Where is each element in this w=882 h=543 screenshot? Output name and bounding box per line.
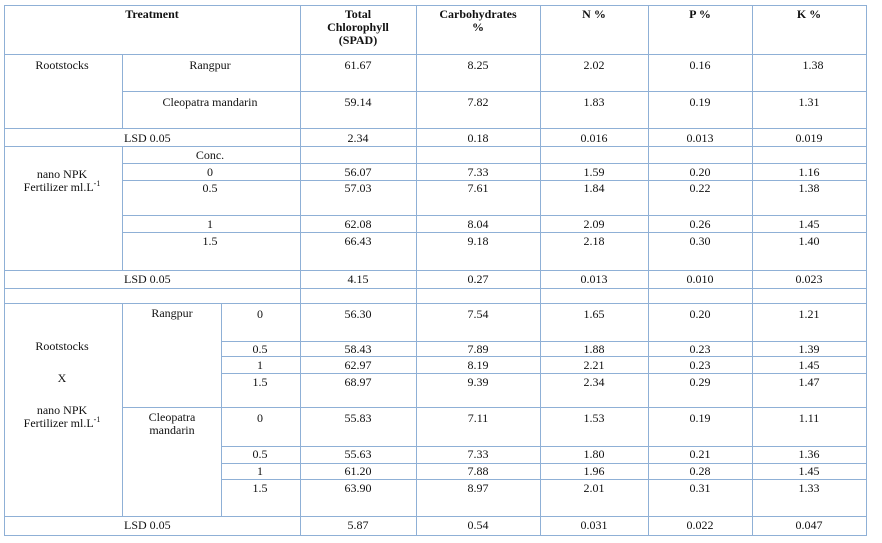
- conc-value: 0.5: [252, 447, 268, 461]
- value-cell: 55.63: [344, 447, 372, 461]
- value-cell: 62.08: [344, 217, 372, 231]
- value-cell: 56.30: [344, 307, 372, 321]
- value-cell: 62.97: [344, 358, 372, 372]
- value-cell: 68.97: [344, 375, 372, 389]
- grid-line: [4, 146, 867, 147]
- value-cell: 0.23: [689, 342, 711, 356]
- lsd-label: LSD 0.05: [124, 518, 171, 532]
- value-cell: 8.04: [467, 217, 489, 231]
- lsd-value: 0.27: [467, 272, 489, 286]
- grid-line: [122, 215, 867, 216]
- lsd-value: 0.022: [686, 518, 714, 532]
- rootstock-rangpur: Rangpur: [151, 306, 193, 320]
- nano-label: nano NPK Fertilizer $ml.L^{-1}$: [23, 167, 101, 194]
- grid-line: [122, 146, 123, 270]
- interaction-nano-label: nano NPK Fertilizer $ml.L^{-1}$: [23, 403, 101, 430]
- value-cell: 7.54: [467, 307, 489, 321]
- conc-value: 1.5: [252, 481, 268, 495]
- grid-line: [122, 91, 867, 92]
- value-cell: 57.03: [344, 181, 372, 195]
- rootstock-name: Cleopatra mandarin: [162, 95, 258, 109]
- grid-line: [4, 303, 867, 304]
- grid-line: [221, 463, 867, 464]
- value-cell: 0.19: [689, 411, 711, 425]
- value-cell: 1.84: [583, 181, 605, 195]
- lsd-value: 2.34: [347, 131, 369, 145]
- value-cell: 8.97: [467, 481, 489, 495]
- grid-line: [221, 356, 867, 357]
- value-cell: 1.33: [798, 481, 820, 495]
- conc-value: 1.5: [202, 234, 218, 248]
- header-carbohydrates: Carbohydrates %: [439, 7, 517, 34]
- value-cell: 0.29: [689, 375, 711, 389]
- grid-line: [122, 180, 867, 181]
- grid-line: [122, 232, 867, 233]
- value-cell: 7.11: [467, 411, 489, 425]
- value-cell: 0.26: [689, 217, 711, 231]
- value-cell: 59.14: [344, 95, 372, 109]
- lsd-label: LSD 0.05: [124, 272, 171, 286]
- grid-line: [752, 5, 753, 535]
- interaction-x: X: [57, 371, 67, 385]
- lsd-value: 0.031: [580, 518, 608, 532]
- rootstock-name: Rangpur: [189, 58, 231, 72]
- grid-line: [122, 407, 867, 408]
- grid-line: [648, 5, 649, 535]
- lsd-label: LSD 0.05: [124, 131, 171, 145]
- value-cell: 9.39: [467, 375, 489, 389]
- value-cell: 7.33: [467, 447, 489, 461]
- value-cell: 1.53: [583, 411, 605, 425]
- value-cell: 0.20: [689, 307, 711, 321]
- value-cell: 0.21: [689, 447, 711, 461]
- value-cell: 56.07: [344, 165, 372, 179]
- grid-line: [122, 163, 867, 164]
- value-cell: 0.30: [689, 234, 711, 248]
- header-p: P %: [689, 7, 711, 21]
- lsd-value: 5.87: [347, 518, 369, 532]
- value-cell: 1.38: [802, 58, 824, 72]
- value-cell: 55.83: [344, 411, 372, 425]
- value-cell: 1.65: [583, 307, 605, 321]
- value-cell: 1.45: [798, 217, 820, 231]
- grid-line: [4, 5, 5, 535]
- value-cell: 1.80: [583, 447, 605, 461]
- value-cell: 7.88: [467, 464, 489, 478]
- value-cell: 61.67: [344, 58, 372, 72]
- value-cell: 1.59: [583, 165, 605, 179]
- grid-line: [221, 446, 867, 447]
- value-cell: 0.23: [689, 358, 711, 372]
- value-cell: 1.45: [798, 464, 820, 478]
- value-cell: 7.33: [467, 165, 489, 179]
- value-cell: 0.20: [689, 165, 711, 179]
- value-cell: 8.25: [467, 58, 489, 72]
- grid-line: [4, 54, 867, 55]
- lsd-value: 0.019: [795, 131, 823, 145]
- conc-label: Conc.: [195, 148, 225, 162]
- conc-value: 1.5: [252, 375, 268, 389]
- value-cell: 1.21: [798, 307, 820, 321]
- conc-value: 0.5: [202, 181, 218, 195]
- conc-value: 1: [257, 464, 263, 478]
- value-cell: 1.40: [798, 234, 820, 248]
- grid-line: [221, 373, 867, 374]
- value-cell: 2.09: [583, 217, 605, 231]
- value-cell: 0.22: [689, 181, 711, 195]
- value-cell: 61.20: [344, 464, 372, 478]
- value-cell: 0.19: [689, 95, 711, 109]
- lsd-value: 4.15: [347, 272, 369, 286]
- lsd-value: 0.010: [686, 272, 714, 286]
- value-cell: 1.96: [583, 464, 605, 478]
- value-cell: 9.18: [467, 234, 489, 248]
- value-cell: 0.28: [689, 464, 711, 478]
- conc-value: 0.5: [252, 342, 268, 356]
- grid-line: [122, 54, 123, 128]
- rootstocks-label: Rootstocks: [35, 58, 89, 72]
- value-cell: 58.43: [344, 342, 372, 356]
- grid-line: [866, 5, 867, 535]
- grid-line: [122, 303, 123, 516]
- conc-value: 0: [257, 411, 263, 425]
- value-cell: 1.39: [798, 342, 820, 356]
- header-treatment: Treatment: [125, 7, 179, 21]
- lsd-value: 0.54: [467, 518, 489, 532]
- value-cell: 66.43: [344, 234, 372, 248]
- value-cell: 1.47: [798, 375, 820, 389]
- value-cell: 1.45: [798, 358, 820, 372]
- grid-line: [4, 535, 867, 536]
- lsd-value: 0.18: [467, 131, 489, 145]
- value-cell: 8.19: [467, 358, 489, 372]
- lsd-value: 0.047: [795, 518, 823, 532]
- conc-value: 0: [257, 307, 263, 321]
- grid-line: [540, 5, 541, 535]
- grid-line: [4, 5, 867, 6]
- value-cell: 2.18: [583, 234, 605, 248]
- grid-line: [221, 341, 867, 342]
- conc-value: 0: [207, 165, 213, 179]
- grid-line: [221, 303, 222, 516]
- value-cell: 2.34: [583, 375, 605, 389]
- grid-line: [4, 288, 867, 289]
- lsd-value: 0.013: [686, 131, 714, 145]
- value-cell: 1.16: [798, 165, 820, 179]
- lsd-value: 0.016: [580, 131, 608, 145]
- conc-value: 1: [257, 358, 263, 372]
- interaction-label: Rootstocks: [35, 339, 89, 353]
- grid-line: [4, 270, 867, 271]
- value-cell: 7.61: [467, 181, 489, 195]
- lsd-value: 0.013: [580, 272, 608, 286]
- value-cell: 2.21: [583, 358, 605, 372]
- grid-line: [300, 5, 301, 535]
- header-chlorophyll: Total Chlorophyll (SPAD): [327, 7, 389, 47]
- grid-line: [4, 516, 867, 517]
- value-cell: 1.36: [798, 447, 820, 461]
- grid-line: [416, 5, 417, 535]
- value-cell: 0.31: [689, 481, 711, 495]
- value-cell: 1.11: [798, 411, 820, 425]
- value-cell: 1.31: [798, 95, 820, 109]
- value-cell: 0.16: [689, 58, 711, 72]
- header-k: K %: [796, 7, 822, 21]
- value-cell: 2.01: [583, 481, 605, 495]
- value-cell: 1.88: [583, 342, 605, 356]
- conc-value: 1: [207, 217, 213, 231]
- rootstock-cleopatra: Cleopatra mandarin: [148, 410, 196, 437]
- value-cell: 63.90: [344, 481, 372, 495]
- value-cell: 7.82: [467, 95, 489, 109]
- value-cell: 2.02: [583, 58, 605, 72]
- header-n: N %: [582, 7, 606, 21]
- grid-line: [4, 128, 867, 129]
- grid-line: [221, 479, 867, 480]
- value-cell: 1.38: [798, 181, 820, 195]
- value-cell: 1.83: [583, 95, 605, 109]
- lsd-value: 0.023: [795, 272, 823, 286]
- value-cell: 7.89: [467, 342, 489, 356]
